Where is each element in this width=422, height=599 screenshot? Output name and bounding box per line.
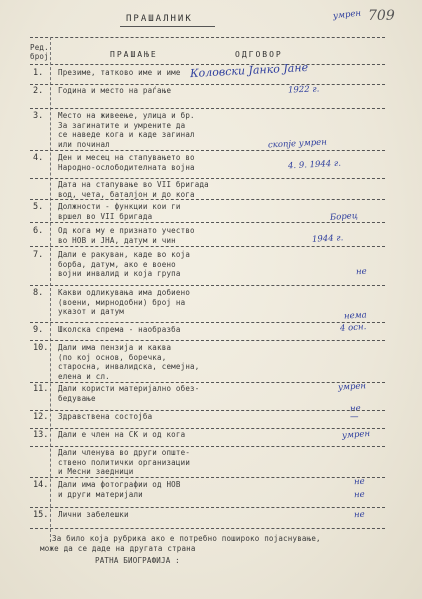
question-text: се наведе кога и каде загинал	[58, 130, 195, 140]
question-text: Дали има фотографии од НОВ	[58, 480, 181, 489]
row-separator	[30, 340, 385, 341]
handwritten-answer: не	[355, 266, 367, 278]
question-text: Дали користи материјално обез-	[58, 384, 200, 393]
handwritten-answer: нема	[343, 310, 367, 322]
footer-note-line2: може да се даде на другата страна	[40, 544, 196, 553]
question-text: старосна, инвалидска, семејна,	[58, 362, 200, 372]
handwritten-answer: Борец	[329, 210, 359, 223]
question-text: Здравствена состојба	[58, 412, 153, 421]
row-number: 9.	[33, 325, 44, 335]
question-text: Дата на стапување во VII бригада	[58, 180, 209, 189]
title-underline	[120, 26, 215, 27]
row-separator	[30, 222, 385, 223]
row-number: 1.	[33, 68, 44, 78]
handwritten-answer: не	[349, 403, 361, 414]
question-text: Од кога му е признато учество	[58, 226, 195, 235]
question-text: елена и сл.	[58, 371, 110, 381]
row-separator	[30, 84, 385, 85]
question-text: Народно-ослободителната војна	[58, 162, 195, 172]
column-header-number: Ред. број	[30, 43, 49, 61]
row-number: 14.	[33, 480, 49, 490]
question-text: војни инвалид и која група	[58, 269, 181, 279]
row-separator	[30, 150, 385, 151]
row-separator	[30, 477, 385, 478]
number-column-divider	[50, 37, 51, 542]
question-text: (по кој основ, боречка,	[58, 352, 167, 362]
row-number: 3.	[33, 111, 44, 121]
row-number: 10.	[33, 343, 49, 353]
handwritten-answer: 4 осн.	[339, 322, 367, 334]
question-text: Дали е ракуван, каде во која	[58, 250, 191, 259]
question-text: Ден и месец на стапувањето во	[58, 153, 195, 162]
question-text: и други материјали	[58, 489, 143, 499]
row-separator	[30, 528, 385, 529]
row-number: 7.	[33, 250, 44, 260]
question-text: во НОВ и ЈНА, датум и чин	[58, 235, 176, 245]
handwritten-answer: умрен	[337, 381, 367, 393]
handwritten-answer: 1944 г.	[311, 232, 344, 245]
row-number: 8.	[33, 288, 44, 298]
question-text: и Месни заедници	[58, 467, 134, 477]
question-text: Дали членува во други опште-	[58, 448, 191, 457]
question-text: указот и датум	[58, 307, 125, 317]
question-text: За загинатите и умрените да	[58, 120, 186, 130]
question-text: Школска спрема - наобразба	[58, 325, 181, 334]
handwritten-answer: скопје умрен	[267, 137, 328, 151]
row-separator	[30, 382, 385, 383]
row-separator	[30, 285, 385, 286]
row-separator	[30, 410, 385, 411]
handwritten-answer: —	[350, 412, 359, 422]
handwritten-answer: 4. 9. 1944 г.	[287, 158, 342, 171]
row-number: 4.	[33, 153, 44, 163]
page-title: ПРАШАЛНИК	[126, 14, 193, 24]
question-text: или починал	[58, 139, 110, 149]
row-number: 12.	[33, 412, 49, 422]
question-text: борба, датум, ако е воено	[58, 259, 176, 269]
row-number: 6.	[33, 226, 44, 236]
question-text: Година и место на раѓање	[58, 86, 172, 95]
war-biography-label: РАТНА БИОГРАФИЈА :	[95, 556, 180, 565]
row-separator	[30, 199, 385, 200]
column-header-question: ПРАШАЊЕ	[110, 50, 158, 59]
row-number: 13.	[33, 430, 49, 440]
header-top-rule	[30, 37, 385, 38]
handwritten-answer: умрен	[341, 429, 371, 441]
header-bottom-rule	[30, 64, 385, 65]
row-separator	[30, 446, 385, 447]
row-separator	[30, 507, 385, 508]
handwritten-answer: не	[353, 509, 365, 521]
row-separator	[30, 322, 385, 323]
question-text: бедување	[58, 393, 96, 403]
handwritten-answer: 1922 г.	[287, 84, 320, 96]
question-text: вршел во VII бригада	[58, 211, 153, 221]
question-text: Презиме, татково име и име	[58, 68, 181, 77]
row-number: 11.	[33, 384, 49, 394]
footer-note-line1: За било која рубрика ако е потребно поширoко појаснување,	[52, 534, 321, 543]
column-header-answer: ОДГОВОР	[235, 50, 283, 59]
question-text: Лични забелешки	[58, 510, 129, 519]
question-text: (воени, мирнодобни) број на	[58, 297, 186, 307]
handwritten-answer: не	[353, 476, 365, 488]
row-number: 5.	[33, 202, 44, 212]
question-text: Место на живеење, улица и бр.	[58, 111, 195, 120]
question-text: Какви одликувања има добиено	[58, 288, 191, 297]
row-separator	[30, 108, 385, 109]
handwritten-answer: Коловски Јанко Јане	[189, 60, 309, 81]
row-number: 2.	[33, 86, 44, 96]
handwritten-answer: не	[353, 489, 365, 500]
question-text: вод, чета, баталјон и до кога	[58, 189, 195, 199]
question-text: Должности - функции кои ги	[58, 202, 181, 211]
row-separator	[30, 246, 385, 247]
row-number: 15.	[33, 510, 49, 520]
pencil-archive-number: 709	[368, 8, 395, 24]
question-text: ствено политички организации	[58, 457, 191, 467]
row-separator	[30, 178, 385, 179]
row-separator	[30, 428, 385, 429]
stamp-note: умрен	[332, 8, 362, 22]
question-text: Дали е член на СК и од кога	[58, 430, 186, 439]
question-text: Дали има пензија и каква	[58, 343, 172, 352]
